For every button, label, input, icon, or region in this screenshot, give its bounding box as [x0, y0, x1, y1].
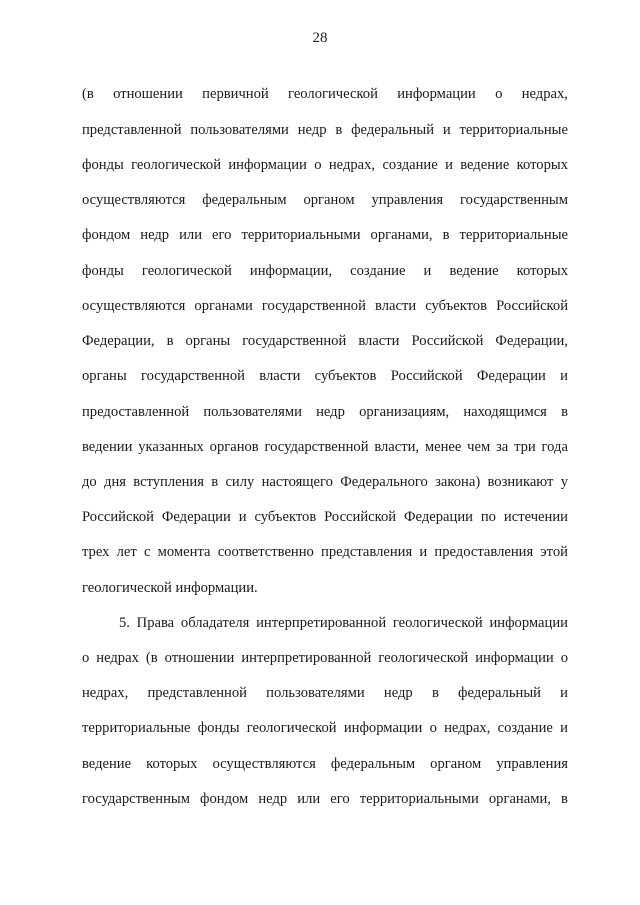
word: недрах, — [444, 720, 491, 736]
word: создание — [350, 263, 406, 279]
word: организациям, — [359, 404, 450, 420]
word: у — [560, 474, 568, 490]
word: лет — [116, 544, 137, 560]
word: геологической — [141, 263, 232, 279]
word: государственной — [242, 333, 347, 349]
word: этой — [540, 544, 568, 560]
word: возникают — [487, 474, 554, 490]
text-line — [82, 190, 568, 210]
word: представленной — [147, 685, 247, 701]
word: субъектов — [314, 368, 377, 384]
word: органами, — [488, 791, 551, 807]
word: в — [211, 474, 219, 490]
text-line — [82, 754, 568, 774]
word: менее — [424, 439, 462, 455]
text-line — [82, 331, 568, 351]
word: недр — [383, 685, 413, 701]
word: за — [496, 439, 509, 455]
word: интерпретированной — [256, 615, 387, 631]
word: Федерации — [161, 509, 231, 525]
text-line — [82, 507, 568, 527]
word: фонды — [197, 720, 240, 736]
word: соответственно — [217, 544, 314, 560]
word: истечении — [503, 509, 568, 525]
text-line — [82, 155, 568, 175]
word: федеральным — [330, 756, 416, 772]
word: Российской — [82, 509, 154, 525]
text-line — [82, 437, 568, 457]
word: государственной — [140, 368, 245, 384]
word: власти — [259, 368, 301, 384]
word: территориальные — [459, 227, 568, 243]
word: осуществляются — [212, 756, 316, 772]
word: Российской — [390, 368, 463, 384]
word: момента — [157, 544, 211, 560]
text-line — [82, 366, 568, 386]
word: управления — [496, 756, 568, 772]
word: и — [423, 263, 432, 279]
word: ведении — [82, 439, 133, 455]
word: 5. — [119, 615, 130, 631]
text-line — [82, 261, 568, 281]
word: о — [429, 720, 437, 736]
word: его — [212, 227, 232, 243]
word: государственным — [460, 192, 568, 208]
word: власти — [375, 298, 417, 314]
word: чем — [467, 439, 491, 455]
word: информации — [228, 157, 307, 173]
word: органы — [82, 368, 127, 384]
word: Федерации — [476, 368, 546, 384]
word: федеральный — [351, 122, 435, 138]
word: указанных — [138, 439, 204, 455]
word: Российской — [496, 298, 568, 314]
word: Российской — [324, 509, 397, 525]
word: о — [82, 650, 90, 666]
text-line — [82, 542, 568, 562]
text-line — [82, 402, 568, 422]
word: геологической — [288, 86, 378, 102]
word: и — [560, 720, 568, 736]
word: органом — [303, 192, 355, 208]
word: обладателя — [180, 615, 250, 631]
word: органов — [209, 439, 259, 455]
word: Федерации, — [495, 333, 568, 349]
text-line — [82, 789, 568, 809]
word: пользователями — [190, 122, 289, 138]
page-number: 28 — [312, 30, 328, 46]
word: власти, — [374, 439, 420, 455]
word: и — [445, 157, 453, 173]
word: пользователями — [266, 685, 365, 701]
word: фондом — [200, 791, 249, 807]
word: информации — [489, 615, 568, 631]
word: в — [561, 404, 568, 420]
word: управления — [371, 192, 444, 208]
word: создание — [497, 720, 553, 736]
word: о — [560, 650, 568, 666]
word: в — [561, 791, 568, 807]
word: недр — [316, 404, 345, 420]
word: в — [166, 333, 174, 349]
word: предоставления — [434, 544, 534, 560]
word: представления — [321, 544, 413, 560]
word: недрах, — [521, 86, 568, 102]
word: ведение — [449, 263, 499, 279]
word: силу — [225, 474, 255, 490]
text-line — [82, 225, 568, 245]
word: в — [442, 227, 450, 243]
word: недрах, — [328, 157, 376, 173]
word: о — [314, 157, 322, 173]
word: геологической — [131, 157, 222, 173]
word: недрах — [96, 650, 139, 666]
word: информации, — [249, 263, 333, 279]
word: осуществляются — [82, 298, 186, 314]
word: недрах, — [82, 685, 129, 701]
word: Права — [136, 615, 175, 631]
word: которых — [516, 263, 568, 279]
word: фонды — [82, 263, 124, 279]
word: территориальные — [82, 720, 191, 736]
word: в — [431, 685, 439, 701]
word: субъектов — [425, 298, 487, 314]
word: которых — [146, 756, 198, 772]
word: геологической — [246, 720, 337, 736]
word: Федерального — [340, 474, 428, 490]
word: ведение — [82, 756, 132, 772]
word: три — [514, 439, 536, 455]
word: или — [297, 791, 321, 807]
word: Федерации — [404, 509, 473, 525]
word: и — [419, 544, 428, 560]
word: вступления — [133, 474, 204, 490]
word: геологической — [392, 615, 483, 631]
word: (в — [145, 650, 158, 666]
text-line — [82, 472, 568, 492]
word: осуществляются — [82, 192, 186, 208]
text-line — [82, 120, 568, 140]
word: органы — [185, 333, 231, 349]
text-line — [82, 718, 568, 738]
word: государственной — [261, 298, 366, 314]
word: государственным — [82, 791, 190, 807]
word: информации — [397, 86, 476, 102]
text-line — [82, 84, 568, 104]
word: или — [179, 227, 203, 243]
word: недр — [140, 227, 170, 243]
word: и — [238, 509, 247, 525]
word: информации — [343, 720, 423, 736]
text-line: геологической информации. — [82, 580, 258, 596]
word: (в — [82, 86, 94, 102]
word: федеральный — [458, 685, 541, 701]
word: отношении — [113, 86, 183, 102]
word: находящимся — [463, 404, 547, 420]
word: геологической — [378, 650, 469, 666]
word: предоставленной — [82, 404, 190, 420]
word: первичной — [202, 86, 269, 102]
word: с — [143, 544, 151, 560]
word: недр — [258, 791, 288, 807]
word: и — [560, 368, 568, 384]
text-line — [82, 683, 568, 703]
word: власти — [358, 333, 400, 349]
word: пользователями — [203, 404, 302, 420]
text-line — [119, 613, 568, 633]
word: закона) — [435, 474, 481, 490]
word: Российской — [411, 333, 484, 349]
word: недр — [297, 122, 327, 138]
word: и — [560, 685, 568, 701]
word: информации — [475, 650, 554, 666]
word: интерпретированной — [241, 650, 372, 666]
word: территориальными — [359, 791, 479, 807]
word: фондом — [82, 227, 131, 243]
word: территориальные — [459, 122, 568, 138]
word: ведение — [460, 157, 510, 173]
word: государственной — [264, 439, 369, 455]
word: дня — [104, 474, 126, 490]
word: трех — [82, 544, 110, 560]
word: до — [82, 474, 97, 490]
word: в — [335, 122, 343, 138]
word: представленной — [82, 122, 182, 138]
word: его — [330, 791, 350, 807]
word: Федерации, — [82, 333, 155, 349]
text-line — [82, 296, 568, 316]
word: фонды — [82, 157, 124, 173]
word: органами, — [370, 227, 433, 243]
word: и — [442, 122, 451, 138]
word: федеральным — [202, 192, 287, 208]
word: настоящего — [261, 474, 333, 490]
word: территориальными — [241, 227, 361, 243]
word: органом — [430, 756, 482, 772]
word: года — [541, 439, 568, 455]
word: о — [495, 86, 503, 102]
word: которых — [516, 157, 568, 173]
word: субъектов — [254, 509, 317, 525]
word: создание — [382, 157, 438, 173]
word: по — [480, 509, 496, 525]
word: органами — [194, 298, 253, 314]
word: отношении — [164, 650, 235, 666]
text-line — [82, 648, 568, 668]
